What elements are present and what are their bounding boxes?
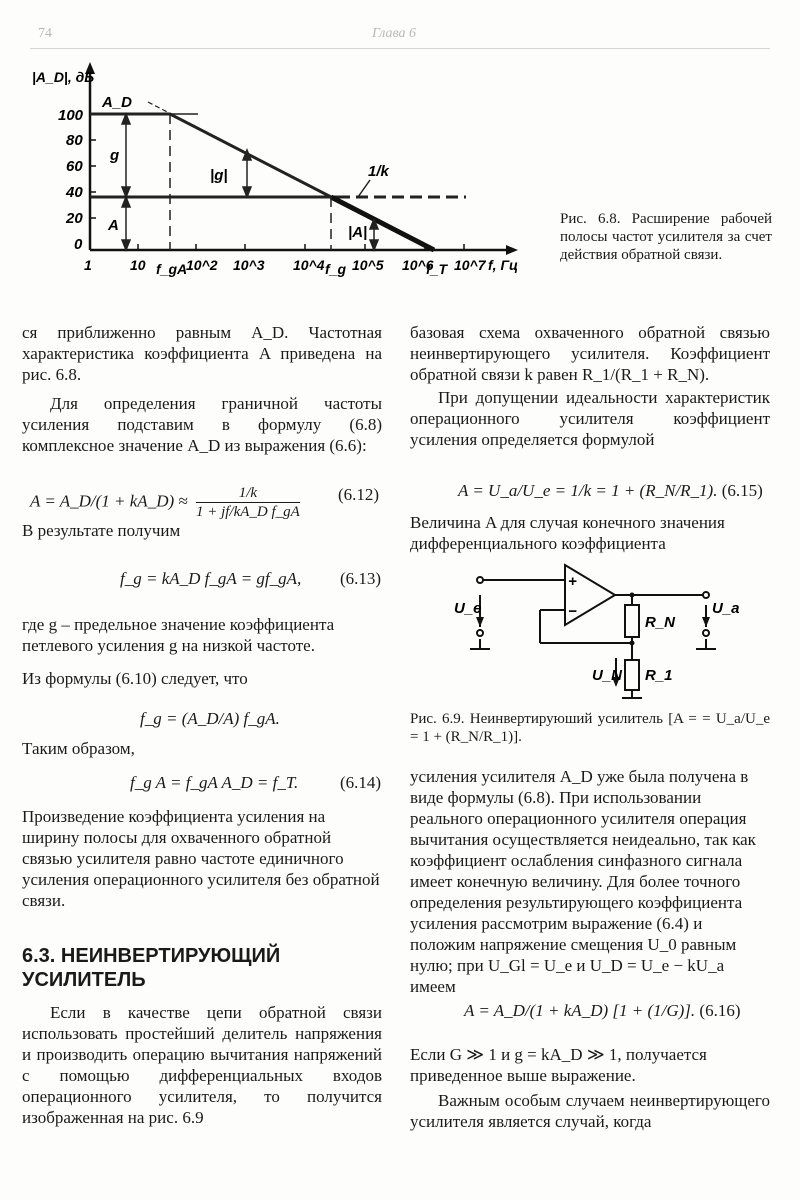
equation-text: A = A_D/(1 + kA_D) [1 + (1/G)]. [464,1001,696,1020]
x-tick: f_T [426,261,447,277]
label-g: g [110,147,120,164]
paragraph: Если G ≫ 1 и g = kA_D ≫ 1, получается приведенное выше выражение. [410,1045,707,1085]
label-ad: A_D [102,94,133,111]
y-ticks [58,107,84,253]
equation-number: (6.12) [338,485,380,504]
equation-number: (6.15) [721,481,763,500]
label-ue: U_e [454,600,482,617]
paragraph: Величина A для случая конечного значения дифференциального коэффициента [410,513,725,553]
paragraph: базовая схема охваченного обратной связью неинвертирующего усилителя. Коэффициент обратной связи k равен R_1/(R_1 + R_N). [410,323,770,384]
x-tick: 10^6 [402,257,434,273]
paragraph: усиления усилителя A_D уже была получена в виде формулы (6.8). При использовании реального операционного усилителя операция вычитания осуществляется неидеально, так как коэффициент ослабления синфазного сигнала имеет конечную величину. Для более точного определения результирующего коэффициента усиления рассмотрим выражение (6.4) и положим напряжение смещения U_0 равным нулю; при U_Gl = U_e и U_D = U_e − kU_a имеем [410,767,756,996]
paragraph: Из формулы (6.10) следует, что [22,669,248,688]
y-tick: 0 [74,236,83,253]
equation-6-15 [458,480,763,501]
label-un: U_N [592,667,623,684]
page-number: 74 [38,26,52,41]
paragraph: Для определения граничной частоты усиления подставим в формулу (6.8) комплексное значение A_D из выражения (6.6): [22,394,382,455]
x-tick: f, Гц [488,257,519,273]
y-tick: 40 [66,184,83,201]
label-plus: + [568,573,577,590]
equation-6-16 [464,1000,740,1021]
x-tick: 10^7 [454,257,486,273]
label-rn: R_N [645,614,676,631]
equation-number: (6.14) [340,773,382,792]
resistor-rn [625,605,639,637]
figure-6-9-schematic [420,555,760,700]
label-ua: U_a [712,600,740,617]
x-tick: 10^4 [293,257,325,273]
figure-6-8-bode-plot [32,52,570,292]
running-header: Глава 6 [372,26,416,41]
label-one-over-k: 1/k [368,163,389,180]
y-tick: 80 [66,132,83,149]
y-tick: 100 [58,107,84,124]
y-tick: 20 [66,210,83,227]
left-column-lower [22,1002,382,1128]
x-tick: 10 [130,257,146,273]
left-column [22,322,382,456]
right-column-lower [410,1090,770,1132]
equation-6-13: f_g = kA_D f_gA = gf_gA, [120,569,302,588]
label-minus: − [568,603,577,620]
x-tick: 10^5 [352,257,384,273]
header-divider [30,48,770,49]
ad-curve [90,114,434,250]
x-tick: 10^3 [233,257,265,273]
paragraph: Если в качестве цепи обратной связи использовать простейший делитель напряжения и производить операцию вычитания напряжений с помощью дифференциальных входов операционного усилителя, то получится изображенная на рис. 6.9 [22,1003,382,1127]
paragraph: Таким образом, [22,739,135,758]
section-title: 6.3. НЕИНВЕРТИРУЮЩИЙ УСИЛИТЕЛЬ [22,945,281,991]
paragraph: При допущении идеальности характеристик операционного усилителя коэффициент усиления определяется формулой [410,388,770,449]
paragraph: Произведение коэффициента усиления на ширину полосы для охваченного обратной связью усилителя равно частоте единичного усиления операционного усилителя без обратной связи. [22,807,380,910]
x-ticks [84,257,518,277]
paragraph: где g – предельное значение коэффициента петлевого усиления g на низкой частоте. [22,615,335,655]
equation-6-14: f_g A = f_gA A_D = f_T. [130,773,299,792]
equation-number: (6.16) [699,1001,741,1020]
figure-6-9-caption: Рис. 6.9. Неинвертируюший усилитель [A = = U_a/U_e = 1 + (R_N/R_1)]. [410,711,770,745]
label-r1: R_1 [645,667,673,684]
paragraph: Важным особым случаем неинвертирующего усилителя является случай, когда [410,1091,770,1131]
figure-6-8-caption: Рис. 6.8. Расширение рабочей полосы частот усилителя за счет действия обратной связи. [560,211,772,263]
label-a: A [108,217,119,234]
closed-loop-rolloff [331,197,434,250]
y-tick: 60 [66,158,83,175]
right-column [410,322,770,450]
x-axis-arrow [506,245,518,255]
label-g-mid: |g| [210,167,228,184]
equation-denominator: 1 + jf/kA_D f_gA [195,504,300,520]
x-tick: f_gA [156,261,188,277]
x-tick: 10^2 [186,257,218,273]
y-axis-label: |A_D|, дБ [32,69,95,85]
equation-lhs: A = A_D/(1 + kA_D) ≈ [30,491,188,511]
x-tick: f_g [325,261,346,277]
paragraph: В результате получим [22,521,181,540]
equation-6-10b: f_g = (A_D/A) f_gA. [140,709,280,728]
x-tick: 1 [84,257,92,273]
paragraph: ся приближенно равным A_D. Частотная характеристика коэффициента A приведена на рис. 6.8. [22,323,382,384]
resistor-r1 [625,660,639,690]
label-a-mid: |A| [348,224,368,241]
equation-text: A = U_a/U_e = 1/k = 1 + (R_N/R_1). [458,481,718,500]
equation-6-12 [30,484,300,521]
equation-numerator: 1/k [196,484,300,503]
equation-number: (6.13) [340,569,382,588]
